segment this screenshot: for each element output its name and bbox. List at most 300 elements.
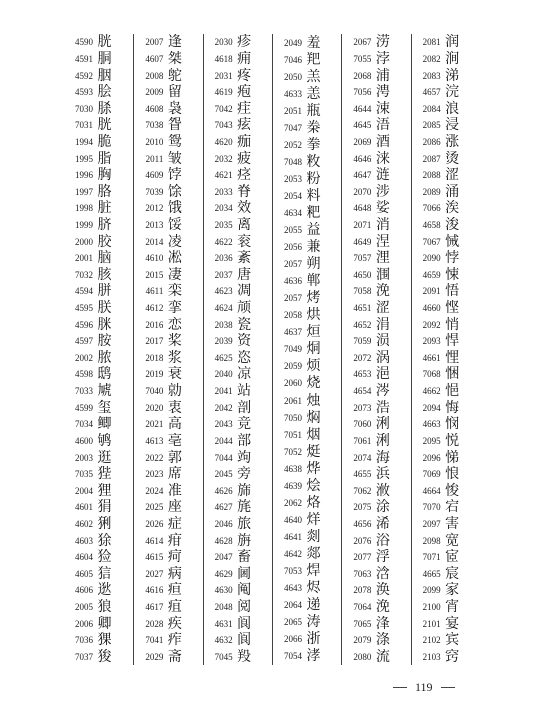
hanzi-character: 烤	[306, 290, 321, 307]
char-code: 4626	[214, 485, 233, 496]
hanzi-character: 病	[167, 565, 182, 582]
char-code: 2018	[145, 352, 164, 363]
table-row	[273, 477, 341, 494]
hanzi-character: 娑	[375, 200, 390, 217]
table-row	[342, 134, 410, 151]
char-code: 2062	[283, 497, 302, 508]
char-code: 4620	[214, 136, 233, 147]
char-code: 7043	[214, 120, 233, 131]
table-row	[134, 433, 202, 450]
table-row	[64, 34, 133, 51]
hanzi-character: 紊	[237, 250, 252, 267]
hanzi-character: 烔	[306, 341, 321, 358]
table-row	[412, 566, 480, 583]
table-row	[412, 117, 480, 134]
hanzi-character: 郯	[306, 545, 321, 562]
char-code: 2084	[422, 103, 441, 114]
table-row	[64, 532, 133, 549]
char-code: 1996	[75, 170, 93, 181]
hanzi-character: 涔	[375, 383, 390, 400]
char-code: 2096	[422, 452, 441, 463]
char-code: 2005	[75, 602, 93, 613]
table-row	[204, 615, 272, 632]
table-row	[342, 267, 410, 284]
hanzi-character: 浼	[375, 283, 390, 300]
char-code: 4624	[214, 303, 233, 314]
table-row	[342, 582, 410, 599]
table-row	[64, 566, 133, 583]
table-row	[342, 399, 410, 416]
table-row	[342, 615, 410, 632]
table-row	[204, 532, 272, 549]
char-code: 4634	[283, 207, 302, 218]
char-code: 4607	[145, 53, 164, 64]
table-row	[342, 233, 410, 250]
table-row	[64, 183, 133, 200]
char-code: 2078	[353, 585, 372, 596]
char-code: 7047	[283, 122, 302, 133]
hanzi-character: 宴	[445, 615, 460, 632]
char-code: 7071	[422, 552, 441, 563]
table-row	[273, 426, 341, 443]
hanzi-character: 悖	[445, 250, 460, 267]
table-row	[64, 499, 133, 516]
char-code: 2037	[214, 269, 233, 280]
hanzi-character: 凄	[167, 266, 182, 283]
char-code: 2019	[145, 369, 164, 380]
table-row	[64, 649, 133, 666]
char-code: 2103	[422, 651, 441, 662]
hanzi-character: 虓	[97, 383, 112, 400]
table-row	[412, 150, 480, 167]
char-code: 4625	[214, 352, 233, 363]
char-code: 2026	[145, 518, 164, 529]
hanzi-character: 桀	[167, 50, 182, 67]
hanzi-character: 悛	[445, 482, 460, 499]
hanzi-character: 涑	[375, 100, 390, 117]
char-code: 2028	[145, 618, 164, 629]
hanzi-character: 胼	[97, 283, 112, 300]
table-row	[204, 300, 272, 317]
char-code: 7054	[283, 651, 302, 662]
table-row	[342, 482, 410, 499]
char-code: 4664	[422, 485, 441, 496]
hanzi-character: 涂	[375, 499, 390, 516]
table-row	[273, 562, 341, 579]
hanzi-character: 浩	[375, 399, 390, 416]
char-code: 4611	[145, 286, 164, 297]
hanzi-character: 狺	[97, 565, 112, 582]
char-code: 4653	[353, 369, 372, 380]
char-code: 4656	[353, 518, 372, 529]
char-code: 2088	[422, 170, 441, 181]
hanzi-character: 疰	[237, 100, 252, 117]
table-row	[273, 614, 341, 631]
hanzi-character: 郸	[306, 273, 321, 290]
char-code: 7052	[283, 446, 302, 457]
table-column	[64, 34, 133, 665]
table-row	[204, 399, 272, 416]
char-code: 4630	[214, 585, 233, 596]
hanzi-character: 悃	[445, 366, 460, 383]
hanzi-character: 烘	[306, 307, 321, 324]
char-code: 4665	[422, 568, 441, 579]
char-code: 4660	[422, 303, 441, 314]
table-row	[204, 449, 272, 466]
char-code: 7069	[422, 469, 441, 480]
char-code: 2040	[214, 369, 233, 380]
table-row	[204, 366, 272, 383]
hanzi-character: 涍	[306, 648, 321, 665]
hanzi-character: 悈	[445, 233, 460, 250]
table-row	[64, 366, 133, 383]
hanzi-character: 痂	[237, 133, 252, 150]
hanzi-character: 眢	[167, 117, 182, 134]
char-code: 7060	[353, 419, 372, 430]
hanzi-character: 脍	[97, 84, 112, 101]
hanzi-character: 粑	[306, 204, 321, 221]
hanzi-character: 袅	[167, 100, 182, 117]
hanzi-character: 竘	[237, 449, 252, 466]
char-code: 7068	[422, 369, 441, 380]
table-row	[273, 85, 341, 102]
table-row	[134, 67, 202, 84]
hanzi-character: 胭	[97, 67, 112, 84]
table-row	[64, 333, 133, 350]
table-row	[412, 316, 480, 333]
hanzi-character: 酒	[375, 133, 390, 150]
table-row	[412, 333, 480, 350]
char-code: 2052	[283, 139, 302, 150]
char-code: 4601	[75, 502, 93, 513]
char-code: 4640	[283, 514, 302, 525]
table-row	[204, 566, 272, 583]
char-code: 2039	[214, 336, 233, 347]
table-row	[412, 499, 480, 516]
table-row	[412, 283, 480, 300]
hanzi-character: 凋	[237, 283, 252, 300]
hanzi-character: 畜	[237, 549, 252, 566]
char-code: 4633	[283, 88, 302, 99]
char-code: 4651	[353, 303, 372, 314]
table-row	[273, 273, 341, 290]
table-row	[342, 532, 410, 549]
hanzi-character: 烦	[306, 358, 321, 375]
hanzi-character: 脓	[97, 349, 112, 366]
table-row	[134, 516, 202, 533]
hanzi-character: 烩	[306, 477, 321, 494]
table-row	[273, 409, 341, 426]
table-row	[64, 632, 133, 649]
hanzi-character: 席	[167, 466, 182, 483]
hanzi-character: 鸵	[167, 67, 182, 84]
char-code: 2031	[214, 70, 233, 81]
table-row	[273, 443, 341, 460]
table-row	[64, 217, 133, 234]
char-code: 4597	[75, 336, 93, 347]
table-row	[342, 549, 410, 566]
hanzi-character: 勍	[167, 383, 182, 400]
hanzi-character: 宸	[445, 565, 460, 582]
table-row	[134, 183, 202, 200]
char-code: 4599	[75, 402, 93, 413]
footer-dash-left	[393, 687, 407, 688]
char-code: 2046	[214, 518, 233, 529]
char-code: 2058	[283, 310, 302, 321]
hanzi-character: 胲	[97, 266, 112, 283]
char-code: 7055	[353, 53, 372, 64]
char-code: 7045	[214, 651, 233, 662]
hanzi-character: 涤	[375, 632, 390, 649]
hanzi-character: 浛	[375, 565, 390, 582]
table-row	[64, 416, 133, 433]
char-code: 2098	[422, 535, 441, 546]
table-row	[273, 222, 341, 239]
char-code: 7062	[353, 485, 372, 496]
char-code: 4602	[75, 518, 93, 529]
table-row	[134, 466, 202, 483]
table-row	[412, 34, 480, 51]
hanzi-character: 阃	[237, 565, 252, 582]
char-code: 7035	[75, 469, 93, 480]
hanzi-character: 疼	[237, 67, 252, 84]
hanzi-character: 胸	[97, 167, 112, 184]
char-code: 4649	[353, 236, 372, 247]
char-code: 2067	[353, 37, 372, 48]
char-code: 2047	[214, 552, 233, 563]
table-row	[412, 532, 480, 549]
table-row	[134, 267, 202, 284]
char-code: 2071	[353, 220, 372, 230]
table-row	[342, 34, 410, 51]
hanzi-character: 涅	[375, 233, 390, 250]
table-row	[134, 51, 202, 68]
hanzi-character: 唐	[237, 266, 252, 283]
hanzi-character: 痈	[237, 50, 252, 67]
hanzi-character: 狻	[97, 648, 112, 665]
hanzi-character: 衮	[237, 233, 252, 250]
hanzi-character: 狼	[97, 599, 112, 616]
table-row	[134, 316, 202, 333]
char-code: 4614	[145, 535, 164, 546]
char-code: 2100	[422, 602, 441, 613]
hanzi-character: 涩	[445, 167, 460, 184]
hanzi-character: 饿	[167, 200, 182, 217]
hanzi-character: 烬	[306, 580, 321, 597]
hanzi-character: 症	[167, 515, 182, 532]
table-row	[134, 34, 202, 51]
table-row	[342, 100, 410, 117]
char-code: 2053	[283, 173, 302, 184]
hanzi-character: 脒	[97, 316, 112, 333]
hanzi-character: 凌	[167, 233, 182, 250]
char-code: 1999	[75, 220, 93, 230]
table-row	[342, 51, 410, 68]
char-code: 1997	[75, 186, 93, 197]
hanzi-character: 粉	[306, 170, 321, 187]
table-row	[204, 134, 272, 151]
char-code: 4604	[75, 552, 93, 563]
hanzi-character: 胴	[97, 50, 112, 67]
hanzi-character: 宵	[445, 599, 460, 616]
hanzi-character: 逢	[167, 34, 182, 51]
hanzi-character: 益	[306, 222, 321, 239]
table-row	[204, 433, 272, 450]
table-row	[273, 358, 341, 375]
table-row	[134, 582, 202, 599]
hanzi-character: 浮	[375, 549, 390, 566]
table-row	[342, 217, 410, 234]
hanzi-character: 朔	[306, 256, 321, 273]
hanzi-character: 涘	[445, 200, 460, 217]
hanzi-character: 阆	[237, 615, 252, 632]
char-code: 4661	[422, 352, 441, 363]
char-code: 2072	[353, 352, 372, 363]
char-code: 4646	[353, 153, 372, 164]
hanzi-character: 狳	[97, 532, 112, 549]
char-code: 4605	[75, 568, 93, 579]
table-row	[134, 449, 202, 466]
hanzi-character: 悢	[445, 466, 460, 483]
char-code: 2097	[422, 518, 441, 529]
hanzi-character: 阄	[237, 582, 252, 599]
char-code: 7064	[353, 602, 372, 613]
hanzi-character: 涕	[445, 67, 460, 84]
hanzi-character: 浦	[375, 67, 390, 84]
hanzi-character: 涨	[445, 133, 460, 150]
char-code: 2083	[422, 70, 441, 81]
table-row	[204, 599, 272, 616]
table-row	[342, 300, 410, 317]
char-code: 4648	[353, 203, 372, 214]
char-code: 2002	[75, 352, 93, 363]
char-code: 2090	[422, 253, 441, 264]
table-row	[412, 649, 480, 666]
char-code: 4642	[283, 548, 302, 559]
hanzi-character: 脂	[97, 150, 112, 167]
table-row	[273, 528, 341, 545]
hanzi-character: 烨	[306, 460, 321, 477]
hanzi-character: 衷	[167, 399, 182, 416]
hanzi-character: 烶	[306, 443, 321, 460]
char-code: 2016	[145, 319, 164, 330]
hanzi-character: 悦	[445, 432, 460, 449]
hanzi-character: 脆	[97, 133, 112, 150]
table-row	[273, 290, 341, 307]
hanzi-character: 浼	[375, 599, 390, 616]
table-row	[412, 516, 480, 533]
char-code: 4608	[145, 103, 164, 114]
char-code: 2030	[214, 37, 233, 48]
char-code: 4616	[145, 585, 164, 596]
hanzi-character: 涉	[375, 183, 390, 200]
char-code: 2006	[75, 618, 93, 629]
table-row	[134, 217, 202, 234]
table-row	[204, 233, 272, 250]
hanzi-character: 准	[167, 482, 182, 499]
hanzi-character: 害	[445, 515, 460, 532]
table-row	[342, 316, 410, 333]
char-code: 2004	[75, 485, 93, 496]
hanzi-character: 涧	[445, 50, 460, 67]
char-code: 2102	[422, 635, 441, 646]
hanzi-character: 拳	[306, 136, 321, 153]
hanzi-character: 离	[237, 217, 252, 233]
table-row	[204, 649, 272, 666]
char-code: 2033	[214, 186, 233, 197]
hanzi-character: 旃	[237, 532, 252, 549]
table-row	[134, 416, 202, 433]
table-row	[134, 632, 202, 649]
hanzi-character: 润	[445, 34, 460, 51]
table-row	[204, 67, 272, 84]
hanzi-character: 烙	[306, 494, 321, 511]
hanzi-character: 浲	[375, 615, 390, 632]
table-row	[412, 51, 480, 68]
table-row	[134, 350, 202, 367]
table-row	[273, 170, 341, 187]
char-code: 7038	[145, 120, 164, 131]
code-table	[64, 34, 480, 665]
char-code: 7039	[145, 186, 164, 197]
char-code: 2051	[283, 105, 302, 116]
hanzi-character: 阆	[237, 632, 252, 649]
char-code: 4632	[214, 635, 233, 646]
char-code: 4590	[75, 37, 93, 48]
char-code: 4650	[353, 269, 372, 280]
footer-dash-right	[441, 687, 455, 688]
table-row	[342, 283, 410, 300]
hanzi-character: 皱	[167, 150, 182, 167]
table-row	[273, 34, 341, 51]
char-code: 2095	[422, 435, 441, 446]
table-row	[64, 383, 133, 400]
table-row	[64, 84, 133, 101]
hanzi-character: 浰	[375, 432, 390, 449]
hanzi-character: 悯	[445, 416, 460, 433]
char-code: 4655	[353, 469, 372, 480]
char-code: 2035	[214, 220, 233, 230]
table-row	[204, 582, 272, 599]
table-row	[134, 566, 202, 583]
char-code: 7067	[422, 236, 441, 247]
char-code: 2012	[145, 203, 164, 214]
hanzi-character: 浸	[445, 117, 460, 134]
table-row	[412, 84, 480, 101]
table-row	[273, 239, 341, 256]
table-row	[134, 532, 202, 549]
hanzi-character: 逖	[97, 582, 112, 599]
char-code: 7032	[75, 269, 93, 280]
char-code: 4593	[75, 87, 93, 98]
hanzi-character: 浚	[445, 217, 460, 233]
table-row	[412, 350, 480, 367]
hanzi-character: 脎	[97, 100, 112, 117]
char-code: 2009	[145, 87, 164, 98]
table-row	[342, 499, 410, 516]
table-row	[273, 545, 341, 562]
table-row	[64, 482, 133, 499]
char-code: 2093	[422, 336, 441, 347]
hanzi-character: 剡	[306, 528, 321, 545]
char-code: 7034	[75, 419, 93, 430]
char-code: 2074	[353, 452, 372, 463]
char-code: 4652	[353, 319, 372, 330]
hanzi-character: 宕	[445, 499, 460, 516]
char-code: 2086	[422, 136, 441, 147]
table-row	[204, 549, 272, 566]
hanzi-character: 颃	[237, 300, 252, 317]
